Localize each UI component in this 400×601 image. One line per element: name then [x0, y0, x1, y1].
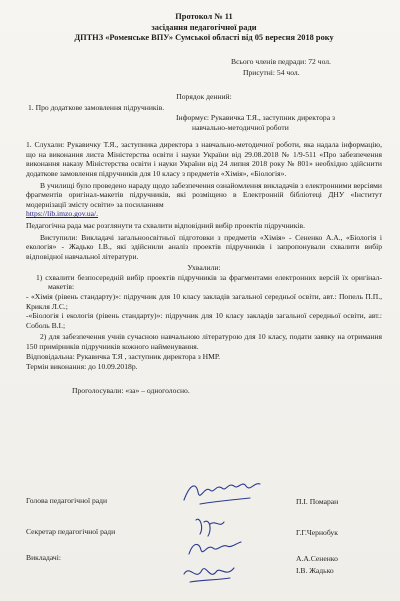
head-name: П.І. Помаран: [296, 497, 339, 506]
speaker-2-name: І.В. Жадько: [296, 566, 334, 575]
spoke-paragraph: Виступили: Викладачі загальноосвітньої підготовки з предметів «Хімія» - Сененко А.А., «Біологія і екологія» - Жадько І.В., які здійснили аналіз проектів підручників і запропонували схвалити вибір відповідної навчальної літератури.: [26, 232, 382, 261]
speaker-1-signature-icon: [185, 538, 245, 560]
protocol-institution: ДПТНЗ «Роменське ВПУ» Сумської області від 05 вересня 2018 року: [74, 33, 334, 43]
heard-paragraph: 1. Слухали: Рукавичку Т.Я., заступника директора з навчально-методичної роботи, яка надала інформацію, що на виконання листа Міністерства освіти і науки України від 29.08.2018 № 1/9-511 «Про забезпечення виконання наказу Міністерства освіти і науки України від 24 липня 2018 року № 801» необхідно здійснити додаткове замовлення підручників для 10 класу з предметів «Хімія», «Біологія».: [26, 140, 382, 178]
attendance-block: [231, 56, 382, 78]
informs-line-1: Інформує: Рукавичка Т.Я., заступник директора з: [176, 112, 335, 122]
agenda-informs: [176, 113, 382, 132]
considered-paragraph: Педагогічна рада має розглянути та схвалити відповідний вибір проектів підручників.: [26, 220, 305, 230]
agenda-item: 1. Про додаткове замовлення підручників.: [28, 103, 165, 113]
responsible-line: Відповідальна: Рукавичка Т.Я , заступник директора з НМР.: [26, 351, 221, 361]
agenda-title: Порядок денний:: [176, 91, 232, 101]
protocol-number: Протокол № 11: [175, 12, 233, 21]
library-link[interactable]: https://lib.imzo.gov.ua/.: [26, 209, 99, 219]
secretary-signature-icon: [190, 514, 230, 540]
resolution-1-chemistry: - «Хімія (рівень стандарту)»: підручник для 10 класу закладів загальної середньої освіти, авт.: Попель П.П., Крикля Л.С.;: [26, 292, 382, 311]
members-present: Присутні: 54 чол.: [243, 67, 300, 77]
resolution-2: 2) для забезпечення учнів сучасною навчальною літературою для 10 класу, подати заявку на отримання 150 примірників підручників кожного найменування.: [26, 332, 382, 352]
resolved-title: Ухвалили:: [187, 263, 221, 273]
secretary-name: Г.Г.Чернобук: [296, 528, 338, 537]
head-label: Голова педагогічної ради: [26, 496, 108, 505]
deadline-line: Термін виконання: до 10.09.2018р.: [26, 362, 138, 372]
head-signature-icon: [180, 478, 270, 508]
informs-line-2: навчально-методичної роботи: [192, 122, 289, 132]
resolution-1-biology: -«Біологія і екологія (рівень стандарту)»: підручник для 10 класу закладів загальної середньої освіти, авт.: Соболь В.І.;: [26, 311, 382, 330]
protocol-header: [26, 12, 382, 44]
meeting-paragraph: [26, 181, 382, 210]
speaker-2-signature-icon: [180, 562, 240, 586]
protocol-subtitle: засідання педагогічної ради: [151, 22, 257, 32]
resolution-1: 1) схвалити безпосередній вибір проектів підручників за фрагментами електронних версій їх оригінал-макетів:: [36, 272, 382, 292]
speaker-1-name: А.А.Сененко: [296, 554, 338, 563]
meeting-text: В училищі було проведено нараду щодо забезпечення ознайомлення викладачів з електронними версіями фрагментів оригінал-макетів підручників, які розміщено в Електронній бібліотеці ДНУ «Інститут модернізації змісту освіти» за посиланням: [26, 180, 382, 209]
secretary-label: Секретар педагогічної ради: [26, 527, 116, 536]
speakers-label: Викладачі:: [26, 553, 61, 562]
vote-result: Проголосували: «за» – одноголосно.: [72, 385, 190, 395]
members-total: Всього членів педради: 72 чол.: [231, 56, 331, 66]
